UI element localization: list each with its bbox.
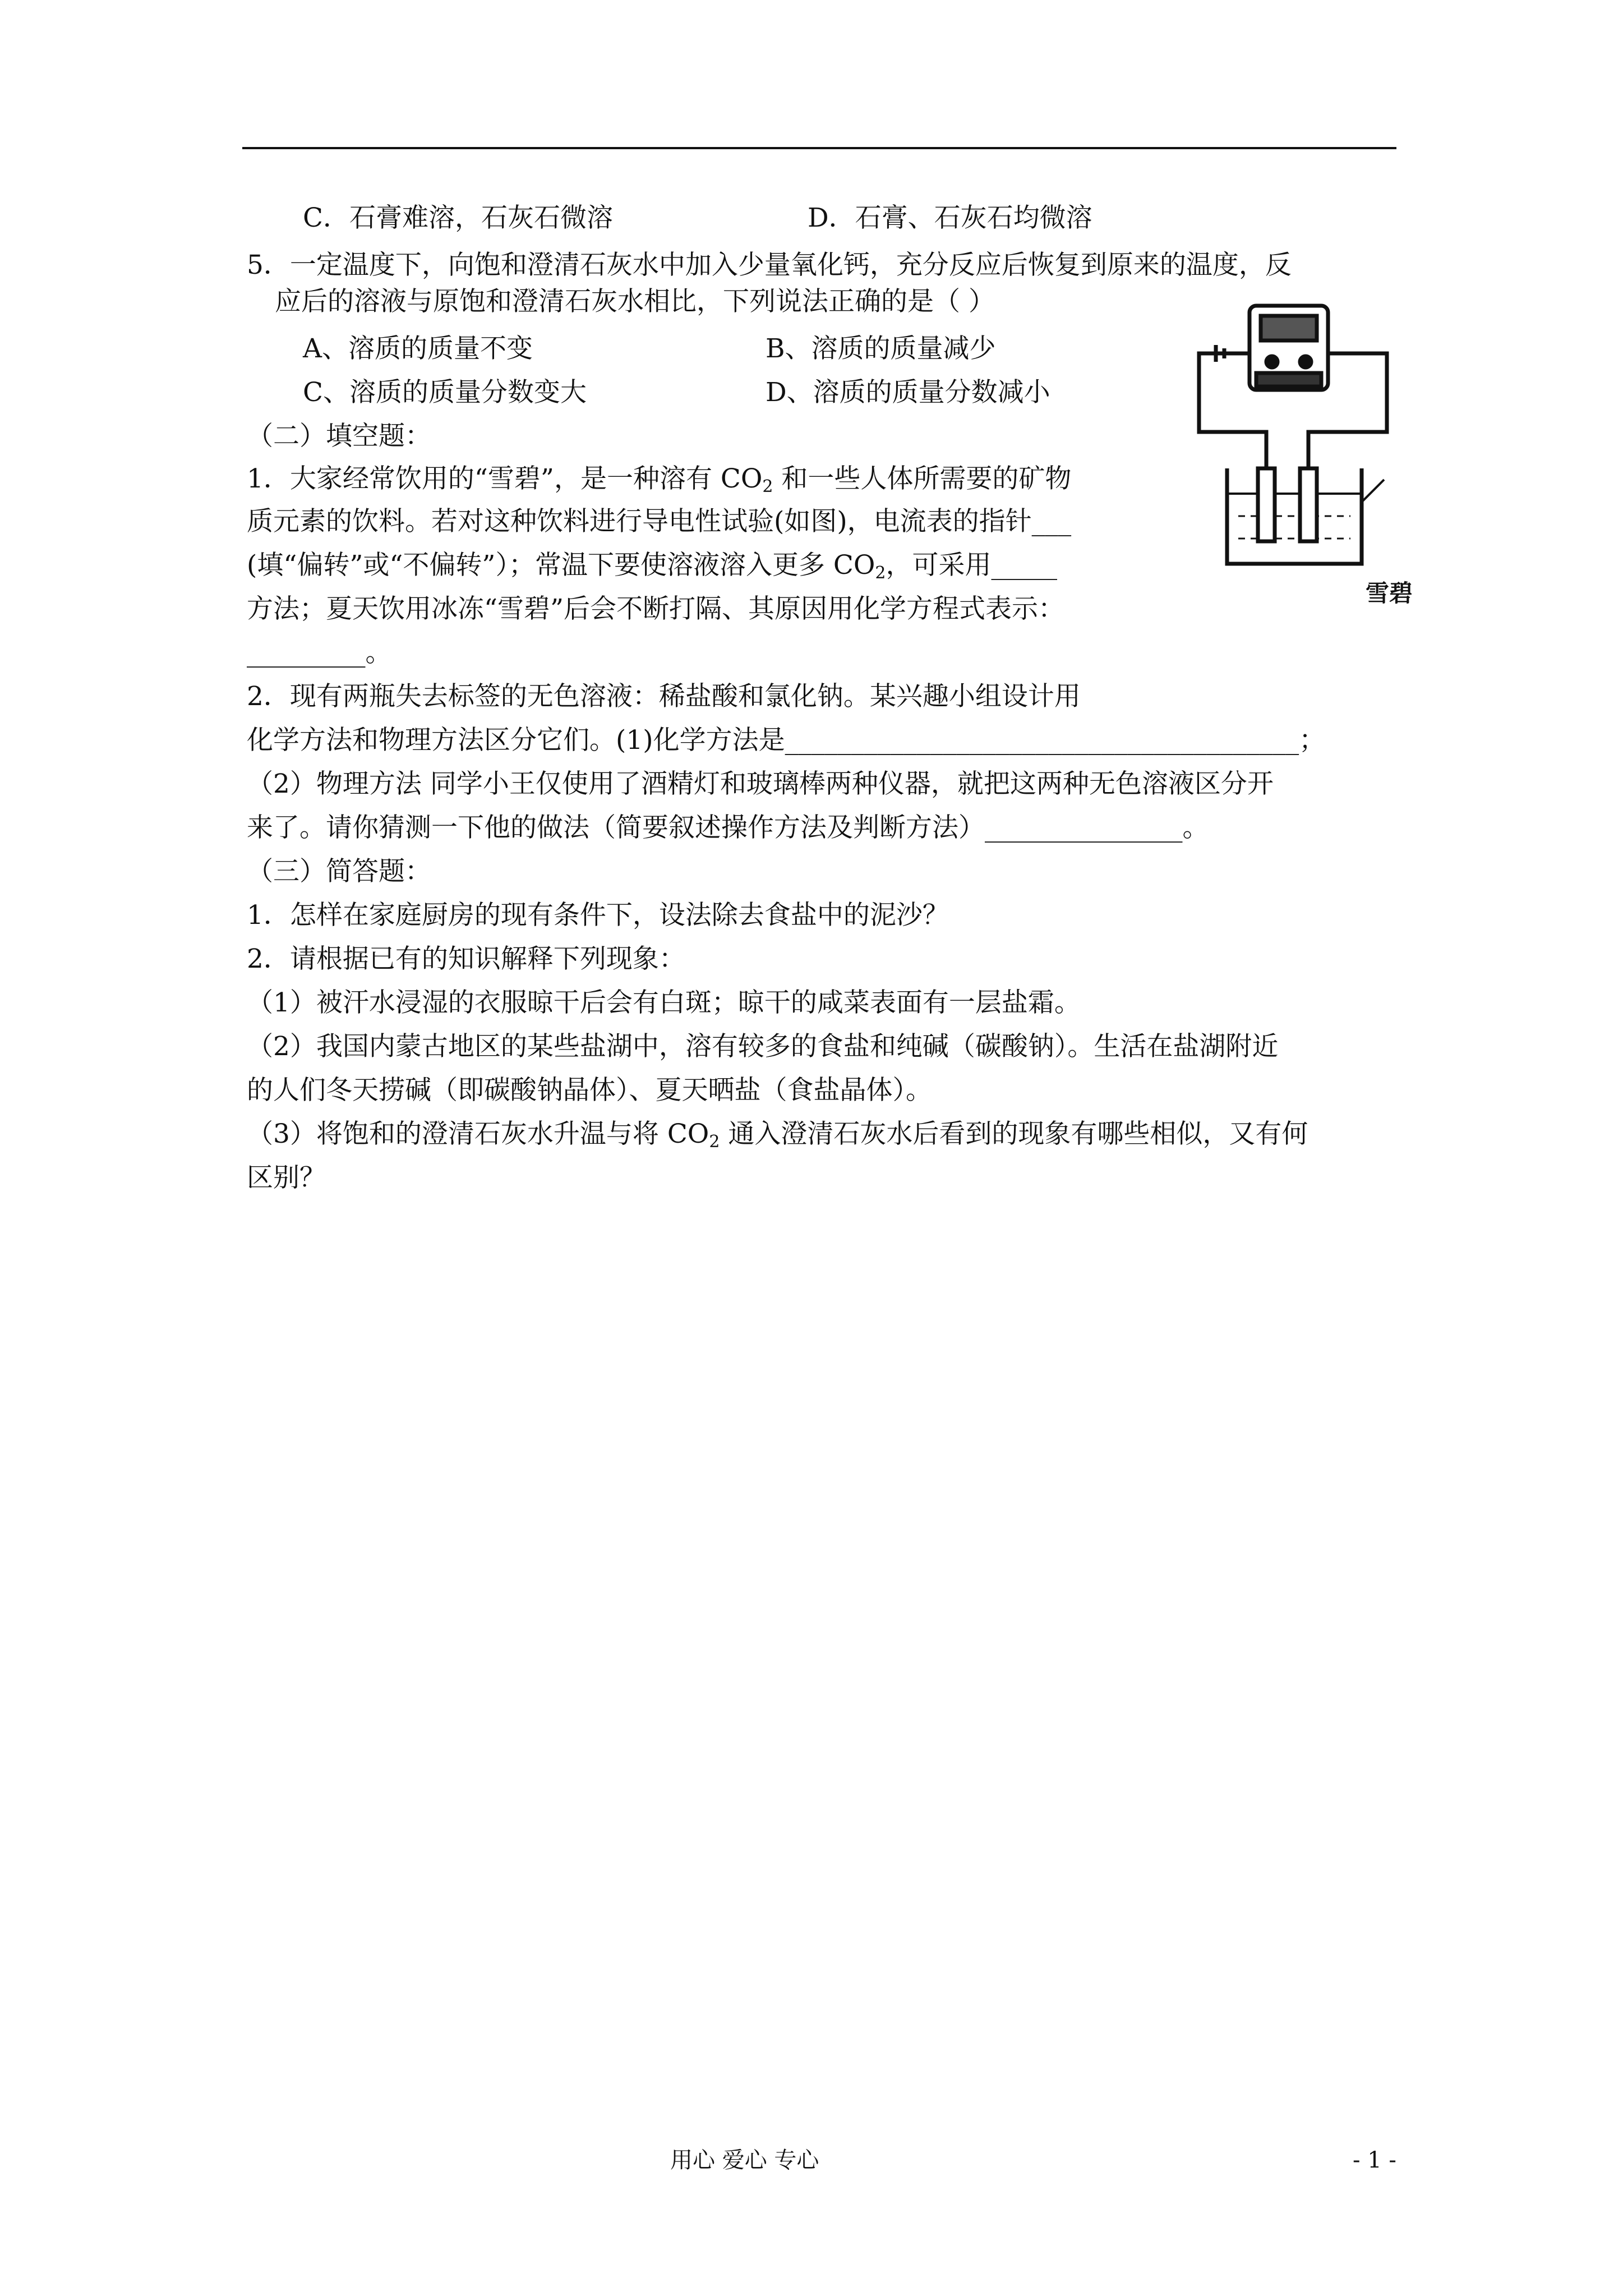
fill-q2-line2: 化学方法和物理方法区分它们。(1)化学方法是_______________________________________； [247,725,1326,756]
figure-label-sprite: 雪碧 [1366,579,1413,607]
answer-q1: 1．怎样在家庭厨房的现有条件下，设法除去食盐中的泥沙？ [247,900,949,931]
fill-section-heading: （二）填空题： [247,421,431,452]
fill-q2-line4: 来了。请你猜测一下他的做法（简要叙述操作方法及判断方法）_______________。 [247,812,1209,843]
answer-q2-part3-line1: （3）将饱和的澄清石灰水升温与将 $CO_2$ 通入澄清石灰水后看到的现象有哪些相似，又有何 [247,1119,1308,1152]
fill-q1-line3: (填“偏转”或“不偏转”）；常温下要使溶液溶入更多 $CO_2$，可采用_____ [247,550,1057,583]
answer-section-heading: （三）简答题： [247,856,431,887]
fill-q1-line4: 方法；夏天饮用冰冻“雪碧”后会不断打隔、其原因用化学方程式表示： [247,593,1065,624]
footer-motto: 用心 爱心 专心 [670,2147,819,2173]
q5-option-b: B、溶质的质量减少 [766,333,996,364]
conductivity-apparatus-figure [1193,300,1392,581]
answer-q2: 2．请根据已有的知识解释下列现象： [247,944,685,974]
q5-option-c: C、溶质的质量分数变大 [303,377,587,408]
fill-q2-line1: 2．现有两瓶失去标签的无色溶液：稀盐酸和氯化钠。某兴趣小组设计用 [247,681,1081,712]
fill-q2-line3: （2）物理方法 同学小王仅使用了酒精灯和玻璃棒两种仪器，就把这两种无色溶液区分开 [247,769,1274,799]
fill-q1-line1: 1．大家经常饮用的“雪碧”，是一种溶有 $CO_2$ 和一些人体所需要的矿物 [247,463,1072,496]
q4-option-c: C．石膏难溶，石灰石微溶 [303,203,613,233]
answer-q2-part3-line2: 区别？ [247,1162,326,1193]
page-number: - 1 - [1353,2147,1396,2173]
answer-q2-part1: （1）被汗水浸湿的衣服晾干后会有白斑；晾干的咸菜表面有一层盐霜。 [247,987,1081,1018]
q5-option-a: A、溶质的质量不变 [303,333,533,364]
q4-option-d: D．石膏、石灰石均微溶 [808,203,1092,233]
answer-q2-part2-line1: （2）我国内蒙古地区的某些盐湖中，溶有较多的食盐和纯碱（碳酸钠）。生活在盐湖附近 [247,1031,1279,1062]
fill-q1-line5: _________。 [247,637,392,668]
q5-stem-line2: 应后的溶液与原饱和澄清石灰水相比，下列说法正确的是（ ） [275,286,995,317]
fill-q1-line2: 质元素的饮料。若对这种饮料进行导电性试验(如图)，电流表的指针___ [247,506,1072,537]
answer-q2-part2-line2: 的人们冬天捞碱（即碳酸钠晶体）、夏天晒盐（食盐晶体）。 [247,1075,932,1106]
q5-option-d: D、溶质的质量分数减小 [766,377,1050,408]
q5-stem-line1: 5．一定温度下，向饱和澄清石灰水中加入少量氧化钙，充分反应后恢复到原来的温度，反 [247,250,1292,280]
header-rule [242,147,1396,149]
